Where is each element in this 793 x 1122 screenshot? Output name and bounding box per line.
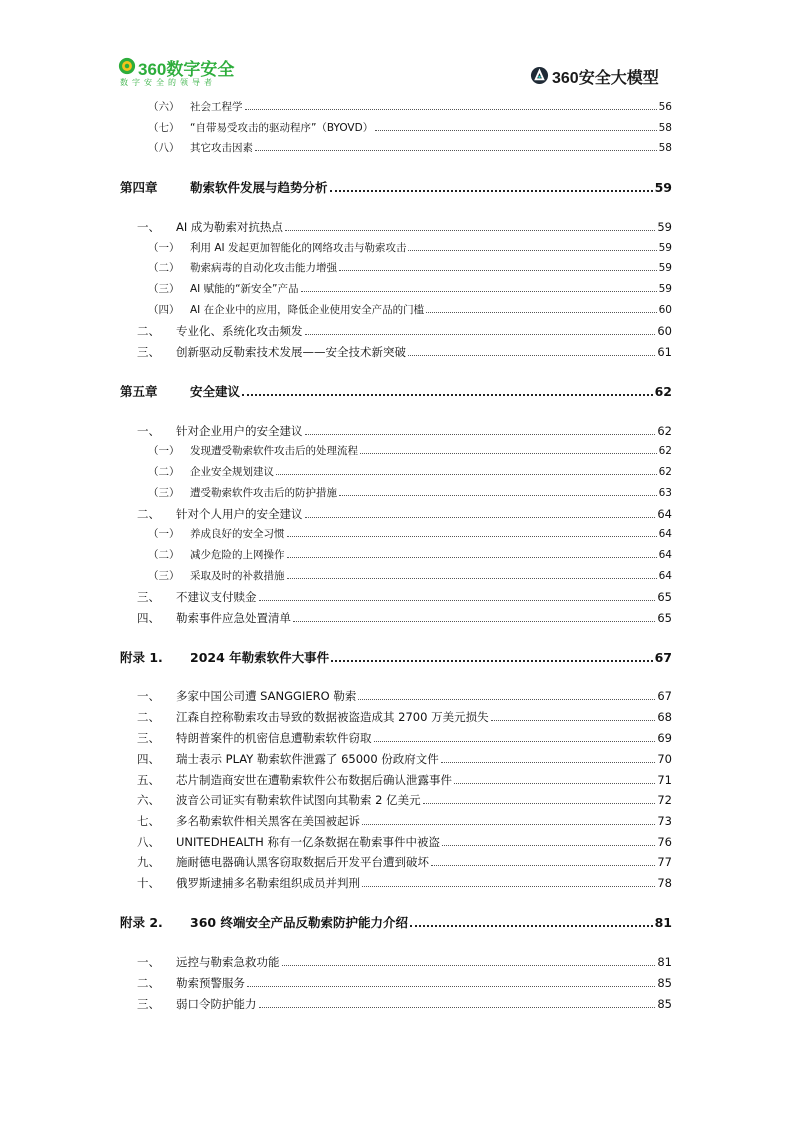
toc-entry-page-number: 62 — [654, 384, 672, 399]
toc-entry-page-number: 62 — [658, 466, 672, 478]
toc-entry[interactable] — [120, 916, 672, 930]
toc-dot-leader — [245, 100, 657, 110]
toc-entry-page-number: 62 — [658, 445, 672, 457]
toc-entry-title: 勒索预警服务 — [176, 976, 245, 990]
toc-dot-leader — [276, 465, 657, 475]
toc-dot-leader — [408, 346, 655, 356]
toc-entry[interactable] — [137, 835, 672, 849]
toc-entry-number: 附录 1. — [120, 650, 163, 665]
toc-dot-leader — [287, 548, 657, 558]
toc-entry[interactable] — [137, 997, 672, 1011]
toc-entry-number: 一、 — [137, 955, 160, 969]
toc-entry-number: 附录 2. — [120, 915, 163, 930]
toc-entry-number: （六） — [148, 101, 180, 113]
toc-dot-leader — [362, 877, 655, 887]
toc-entry-page-number: 76 — [657, 835, 672, 849]
toc-dot-leader — [242, 385, 653, 396]
toc-entry-title: 其它攻击因素 — [190, 142, 253, 154]
toc-entry-title: 创新驱动反勒索技术发展——安全技术新突破 — [176, 345, 406, 359]
toc-entry-title: 不建议支付赎金 — [176, 590, 257, 604]
right-brand-text: 360安全大模型 — [552, 70, 659, 87]
toc-entry-number: 六、 — [137, 793, 160, 807]
toc-entry-title: 采取及时的补救措施 — [190, 570, 285, 582]
toc-entry-number: 二、 — [137, 324, 160, 338]
toc-entry-title: 360 终端安全产品反勒索防护能力介绍 — [190, 915, 408, 930]
toc-entry-page-number: 69 — [657, 731, 672, 745]
toc-entry-page-number: 59 — [657, 220, 672, 234]
toc-entry-title: 施耐德电器确认黑客窃取数据后开发平台遭到破坏 — [176, 855, 429, 869]
toc-entry-title: 2024 年勒索软件大事件 — [190, 650, 330, 665]
toc-entry[interactable] — [148, 527, 672, 541]
toc-dot-leader — [287, 527, 657, 537]
toc-entry[interactable] — [148, 444, 672, 458]
toc-entry[interactable] — [148, 486, 672, 500]
toc-entry[interactable] — [148, 569, 672, 583]
toc-entry-title: AI 成为勒索对抗热点 — [176, 220, 283, 234]
toc-entry[interactable] — [137, 507, 672, 521]
toc-entry-page-number: 63 — [658, 487, 672, 499]
toc-entry-number: （一） — [148, 242, 180, 254]
toc-entry-number: （二） — [148, 549, 180, 561]
toc-dot-leader — [375, 121, 656, 131]
toc-dot-leader — [285, 221, 655, 231]
toc-entry[interactable] — [148, 548, 672, 562]
toc-dot-leader — [339, 486, 657, 496]
toc-entry-page-number: 59 — [658, 242, 672, 254]
toc-entry-number: 八、 — [137, 835, 160, 849]
toc-entry[interactable] — [120, 651, 672, 665]
toc-entry[interactable] — [148, 100, 672, 114]
toc-entry[interactable] — [137, 220, 672, 234]
toc-entry-number: 一、 — [137, 220, 160, 234]
toc-entry-number: 三、 — [137, 731, 160, 745]
toc-entry-page-number: 67 — [654, 650, 672, 665]
toc-dot-leader — [454, 774, 655, 784]
toc-entry[interactable] — [137, 876, 672, 890]
toc-dot-leader — [331, 651, 652, 662]
toc-entry-number: 五、 — [137, 773, 160, 787]
toc-entry-number: 二、 — [137, 507, 160, 521]
toc-entry[interactable] — [137, 611, 672, 625]
toc-dot-leader — [305, 425, 656, 435]
toc-entry-page-number: 65 — [657, 611, 672, 625]
toc-entry-title: 波音公司证实有勒索软件试图向其勒索 2 亿美元 — [176, 793, 421, 807]
toc-entry-number: （三） — [148, 283, 180, 295]
toc-entry-title: 芯片制造商安世在遭勒索软件公布数据后确认泄露事件 — [176, 773, 452, 787]
toc-entry[interactable] — [137, 424, 672, 438]
toc-entry-number: 四、 — [137, 611, 160, 625]
toc-dot-leader — [293, 612, 655, 622]
toc-entry-page-number: 77 — [657, 855, 672, 869]
toc-entry[interactable] — [148, 282, 672, 296]
toc-entry-title: 安全建议 — [190, 384, 241, 399]
toc-entry-title: 减少危险的上网操作 — [190, 549, 285, 561]
toc-entry-title: 弱口令防护能力 — [176, 997, 257, 1011]
toc-entry[interactable] — [137, 689, 672, 703]
toc-entry-title: 俄罗斯逮捕多名勒索组织成员并判刑 — [176, 876, 360, 890]
toc-dot-leader — [410, 916, 653, 927]
toc-dot-leader — [423, 794, 656, 804]
toc-entry-title: 瑞士表示 PLAY 勒索软件泄露了 65000 份政府文件 — [176, 752, 439, 766]
toc-entry-number: （三） — [148, 487, 180, 499]
toc-entry-title: 利用 AI 发起更加智能化的网络攻击与勒索攻击 — [190, 242, 407, 254]
toc-dot-leader — [358, 690, 655, 700]
toc-dot-leader — [330, 181, 653, 192]
toc-entry-page-number: 65 — [657, 590, 672, 604]
toc-dot-leader — [287, 569, 657, 579]
toc-entry-title: 针对企业用户的安全建议 — [176, 424, 303, 438]
toc-entry-title: 养成良好的安全习惯 — [190, 528, 285, 540]
toc-entry[interactable] — [148, 303, 672, 317]
toc-dot-leader — [259, 998, 656, 1008]
toc-entry-page-number: 81 — [657, 955, 672, 969]
toc-dot-leader — [305, 508, 656, 518]
toc-entry-page-number: 60 — [658, 304, 672, 316]
toc-entry-title: AI 在企业中的应用，降低企业使用安全产品的门槛 — [190, 304, 425, 316]
toc-dot-leader — [339, 261, 657, 271]
toc-entry-title: 多名勒索软件相关黑客在美国被起诉 — [176, 814, 360, 828]
toc-entry-title: 勒索事件应急处置清单 — [176, 611, 291, 625]
toc-entry-page-number: 73 — [657, 814, 672, 828]
toc-entry-number: （一） — [148, 528, 180, 540]
toc-entry-number: 一、 — [137, 424, 160, 438]
toc-entry-title: 专业化、系统化攻击频发 — [176, 324, 303, 338]
toc-entry[interactable] — [148, 465, 672, 479]
toc-entry[interactable] — [137, 345, 672, 359]
toc-entry[interactable] — [137, 793, 672, 807]
toc-entry[interactable] — [120, 385, 672, 399]
toc-entry-title: 特朗普案件的机密信息遭勒索软件窃取 — [176, 731, 372, 745]
toc-entry-page-number: 85 — [657, 976, 672, 990]
toc-entry[interactable] — [137, 731, 672, 745]
left-brand-text: 360数字安全 — [138, 60, 235, 79]
toc-entry-title: 江森自控称勒索攻击导致的数据被盗造成其 2700 万美元损失 — [176, 710, 489, 724]
360-model-logo-icon — [530, 66, 549, 85]
toc-entry-page-number: 72 — [657, 793, 672, 807]
page-header — [0, 0, 793, 95]
toc-dot-leader — [362, 815, 655, 825]
toc-entry-page-number: 58 — [658, 122, 672, 134]
toc-entry-page-number: 56 — [658, 101, 672, 113]
toc-dot-leader — [360, 444, 657, 454]
toc-entry-number: 三、 — [137, 590, 160, 604]
toc-dot-leader — [282, 956, 656, 966]
toc-dot-leader — [374, 732, 656, 742]
toc-entry-number: （七） — [148, 122, 180, 134]
toc-dot-leader — [301, 282, 657, 292]
toc-entry[interactable] — [137, 590, 672, 604]
toc-entry-title: AI 赋能的“新安全”产品 — [190, 283, 299, 295]
toc-entry-page-number: 68 — [657, 710, 672, 724]
toc-entry-number: （三） — [148, 570, 180, 582]
toc-entry-number: 七、 — [137, 814, 160, 828]
toc-dot-leader — [491, 711, 656, 721]
toc-entry-page-number: 59 — [658, 283, 672, 295]
toc-entry-number: 十、 — [137, 876, 160, 890]
toc-entry-number: （八） — [148, 142, 180, 154]
toc-entry-number: 二、 — [137, 710, 160, 724]
toc-dot-leader — [247, 977, 655, 987]
toc-entry-number: 第四章 — [120, 180, 158, 195]
toc-entry-page-number: 64 — [658, 528, 672, 540]
toc-entry-title: 多家中国公司遭 SANGGIERO 勒索 — [176, 689, 357, 703]
toc-entry-page-number: 60 — [657, 324, 672, 338]
toc-dot-leader — [305, 325, 656, 335]
toc-entry-page-number: 70 — [657, 752, 672, 766]
toc-entry-title: 针对个人用户的安全建议 — [176, 507, 303, 521]
toc-entry-title: 发现遭受勒索软件攻击后的处理流程 — [190, 445, 358, 457]
toc-entry-number: （一） — [148, 445, 180, 457]
toc-entry-title: 企业安全规划建议 — [190, 466, 274, 478]
toc-entry-title: 勒索软件发展与趋势分析 — [190, 180, 328, 195]
toc-entry[interactable] — [148, 141, 672, 155]
toc-entry-page-number: 81 — [654, 915, 672, 930]
toc-entry-page-number: 59 — [658, 262, 672, 274]
toc-entry[interactable] — [137, 976, 672, 990]
toc-dot-leader — [431, 856, 655, 866]
toc-entry-title: UNITEDHEALTH 称有一亿条数据在勒索事件中被盗 — [176, 835, 440, 849]
toc-entry-number: 三、 — [137, 997, 160, 1011]
toc-dot-leader — [426, 303, 657, 313]
toc-entry-page-number: 67 — [657, 689, 672, 703]
toc-entry[interactable] — [148, 241, 672, 255]
toc-entry-page-number: 64 — [657, 507, 672, 521]
logo-360-digital-security — [118, 55, 258, 90]
toc-entry-page-number: 62 — [657, 424, 672, 438]
left-tagline: 数字安全的领导者 — [120, 78, 216, 87]
toc-entry-title: 社会工程学 — [190, 101, 243, 113]
toc-entry-number: 第五章 — [120, 384, 158, 399]
toc-entry-number: 四、 — [137, 752, 160, 766]
toc-entry-page-number: 71 — [657, 773, 672, 787]
toc-entry[interactable] — [137, 710, 672, 724]
toc-entry-page-number: 78 — [657, 876, 672, 890]
toc-entry[interactable] — [137, 773, 672, 787]
toc-entry-title: 勒索病毒的自动化攻击能力增强 — [190, 262, 337, 274]
toc-entry-title: 遭受勒索软件攻击后的防护措施 — [190, 487, 337, 499]
toc-entry-number: 二、 — [137, 976, 160, 990]
toc-entry-page-number: 59 — [654, 180, 672, 195]
toc-dot-leader — [259, 591, 656, 601]
toc-entry[interactable] — [137, 955, 672, 969]
toc-entry-page-number: 64 — [658, 570, 672, 582]
toc-entry-number: 三、 — [137, 345, 160, 359]
toc-entry-page-number: 61 — [657, 345, 672, 359]
toc-entry-title: 远控与勒索急救功能 — [176, 955, 280, 969]
toc-entry-page-number: 58 — [658, 142, 672, 154]
toc-entry[interactable] — [148, 121, 672, 135]
toc-entry-page-number: 85 — [657, 997, 672, 1011]
toc-entry-page-number: 64 — [658, 549, 672, 561]
toc-dot-leader — [255, 141, 657, 151]
toc-dot-leader — [441, 753, 656, 763]
toc-entry-number: 一、 — [137, 689, 160, 703]
toc-entry[interactable] — [137, 324, 672, 338]
360-logo-icon — [118, 57, 136, 75]
toc-entry-title: “自带易受攻击的驱动程序”（BYOVD） — [190, 122, 374, 134]
toc-entry-number: 九、 — [137, 855, 160, 869]
toc-entry-number: （二） — [148, 466, 180, 478]
toc-entry[interactable] — [120, 181, 672, 195]
toc-entry[interactable] — [148, 261, 672, 275]
toc-entry[interactable] — [137, 752, 672, 766]
toc-dot-leader — [442, 836, 655, 846]
toc-dot-leader — [408, 241, 656, 251]
logo-360-security-model — [530, 64, 680, 90]
toc-entry-number: （四） — [148, 304, 180, 316]
toc-entry[interactable] — [137, 814, 672, 828]
toc-entry-number: （二） — [148, 262, 180, 274]
toc-entry[interactable] — [137, 855, 672, 869]
